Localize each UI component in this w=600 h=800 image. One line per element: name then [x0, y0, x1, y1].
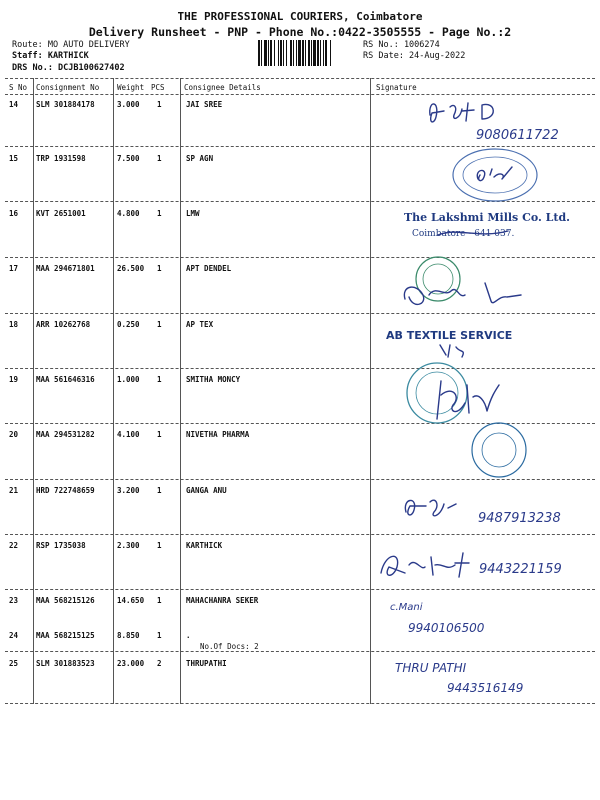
barcode-bar: [325, 40, 327, 66]
cell-pcs: 1: [157, 320, 162, 329]
signature-row-14: [410, 95, 590, 149]
cell-sno: 21: [9, 486, 19, 495]
phone-row-21: 9487913238: [478, 511, 561, 526]
barcode-bar: [278, 40, 279, 66]
cell-sno: 19: [9, 375, 19, 384]
barcode-bar: [330, 40, 331, 66]
barcode-bar: [302, 40, 304, 66]
cell-consignee: APT DENDEL: [186, 264, 232, 273]
cell-sno: 20: [9, 430, 19, 439]
cell-consignee: SP AGN: [186, 154, 214, 163]
cell-sno: 18: [9, 320, 19, 329]
cell-consignment: MAA 561646316: [36, 375, 95, 384]
cell-weight: 4.800: [117, 209, 140, 218]
cell-pcs: 1: [157, 209, 162, 218]
cell-consignee: .: [186, 631, 191, 640]
cell-consignment: MAA 568215125: [36, 631, 95, 640]
barcode-bar: [290, 40, 292, 66]
col-divider: [180, 78, 181, 704]
cell-pcs: 1: [157, 375, 162, 384]
cell-weight: 14.650: [117, 596, 145, 605]
cell-consignment: KVT 2651001: [36, 209, 86, 218]
barcode-bar: [311, 40, 312, 66]
barcode-bar: [320, 40, 321, 66]
cell-consignee: AP TEX: [186, 320, 214, 329]
rs-date: RS Date: 24-Aug-2022: [363, 51, 466, 61]
signature-row-22: [375, 543, 585, 592]
route-label: Route: MO AUTO DELIVERY: [12, 40, 130, 50]
cell-weight: 4.100: [117, 430, 140, 439]
barcode-bar: [305, 40, 306, 66]
cell-consignee: KARTHICK: [186, 541, 223, 550]
signature-row-15: [440, 145, 560, 209]
cell-pcs: 1: [157, 264, 162, 273]
col-divider: [33, 78, 34, 704]
stamp-city: Coimbatore - 641 037.: [412, 229, 515, 239]
cell-consignee: GANGA ANU: [186, 486, 227, 495]
company-title: THE PROFESSIONAL COURIERS, Coimbatore: [177, 10, 423, 23]
barcode-bar: [308, 40, 310, 66]
col-header-pcs: PCS: [151, 83, 165, 92]
cell-sno: 16: [9, 209, 19, 218]
barcode-bar: [286, 40, 287, 66]
cell-pcs: 1: [157, 631, 162, 640]
barcode-bar: [261, 40, 262, 66]
phone-row-23: 9940106500: [408, 621, 485, 635]
cell-sno: 25: [9, 659, 19, 668]
cell-consignment: MAA 294531282: [36, 430, 95, 439]
stamp-company-name: The Lakshmi Mills Co. Ltd.: [404, 211, 570, 224]
barcode-bar: [270, 40, 272, 66]
cell-pcs: 1: [157, 596, 162, 605]
barcode-bar: [298, 40, 301, 66]
col-header-consignee: Consignee Details: [184, 83, 261, 92]
rs-number: RS No.: 1006274: [363, 40, 440, 50]
name-row-25: THRU PATHI: [395, 661, 467, 675]
name-row-23: c.Mani: [390, 602, 423, 613]
staff-label: Staff: KARTHICK: [12, 51, 89, 61]
signature-row-21: [400, 488, 590, 537]
cell-note: No.Of Docs: 2: [200, 642, 259, 651]
cell-sno: 23: [9, 596, 19, 605]
cell-consignee: THRUPATHI: [186, 659, 227, 668]
cell-consignment: HRD 722748659: [36, 486, 95, 495]
stamp-row-20: [466, 420, 546, 484]
stamp-row-16: [398, 207, 588, 251]
signature-row-17: [395, 255, 555, 319]
phone-row-14: 9080611722: [476, 128, 559, 143]
cell-weight: 3.000: [117, 100, 140, 109]
barcode-bar: [258, 40, 260, 66]
signature-row-23: [390, 596, 540, 645]
table-bottom-rule: [5, 703, 595, 704]
cell-weight: 0.250: [117, 320, 140, 329]
barcode-bar: [293, 40, 294, 66]
header-top-rule: [5, 78, 595, 79]
signature-row-25: [395, 652, 565, 701]
cell-sno: 14: [9, 100, 19, 109]
barcode-bar: [317, 40, 319, 66]
col-divider: [113, 78, 114, 704]
col-header-weight: Weight: [117, 83, 145, 92]
runsheet-subtitle: Delivery Runsheet - PNP - Phone No.:0422-3505555 - Page No.:2: [88, 25, 512, 39]
cell-pcs: 1: [157, 430, 162, 439]
drs-number: DRS No.: DCJB100627402: [12, 63, 125, 73]
col-header-sno: S No: [9, 83, 28, 92]
cell-sno: 22: [9, 541, 19, 550]
col-divider: [370, 78, 371, 704]
cell-sno: 15: [9, 154, 19, 163]
cell-consignment: RSP 1735038: [36, 541, 86, 550]
cell-consignment: MAA 294671801: [36, 264, 95, 273]
cell-weight: 23.000: [117, 659, 145, 668]
cell-weight: 3.200: [117, 486, 140, 495]
cell-consignee: SMITHA MONCY: [186, 375, 241, 384]
col-header-consignment: Consignment No: [36, 83, 100, 92]
barcode-bar: [268, 40, 269, 66]
barcode-bar: [280, 40, 282, 66]
cell-consignment: MAA 568215126: [36, 596, 95, 605]
phone-row-22: 9443221159: [479, 562, 562, 577]
cell-consignee: LMW: [186, 209, 200, 218]
cell-consignee: MAHACHANRA SEKER: [186, 596, 259, 605]
cell-pcs: 1: [157, 541, 162, 550]
barcode: [258, 40, 358, 66]
cell-consignment: ARR 10262768: [36, 320, 91, 329]
barcode-bar: [313, 40, 316, 66]
cell-pcs: 1: [157, 100, 162, 109]
stamp-ab-textile: AB TEXTILE SERVICE: [386, 329, 513, 342]
cell-consignee: NIVETHA PHARMA: [186, 430, 250, 439]
cell-weight: 1.000: [117, 375, 140, 384]
cell-pcs: 2: [157, 659, 162, 668]
barcode-bar: [274, 40, 275, 66]
cell-weight: 7.500: [117, 154, 140, 163]
cell-pcs: 1: [157, 486, 162, 495]
barcode-bar: [323, 40, 324, 66]
cell-consignment: TRP 1931598: [36, 154, 86, 163]
cell-sno: 24: [9, 631, 19, 640]
cell-consignment: SLM 301884178: [36, 100, 95, 109]
cell-sno: 17: [9, 264, 19, 273]
cell-weight: 26.500: [117, 264, 145, 273]
barcode-bar: [296, 40, 297, 66]
phone-row-25: 9443516149: [447, 681, 524, 695]
col-header-signature: Signature: [376, 83, 417, 92]
cell-weight: 2.300: [117, 541, 140, 550]
barcode-bar: [283, 40, 284, 66]
cell-weight: 8.850: [117, 631, 140, 640]
cell-consignee: JAI SREE: [186, 100, 223, 109]
barcode-bar: [264, 40, 267, 66]
cell-pcs: 1: [157, 154, 162, 163]
cell-consignment: SLM 301883523: [36, 659, 95, 668]
